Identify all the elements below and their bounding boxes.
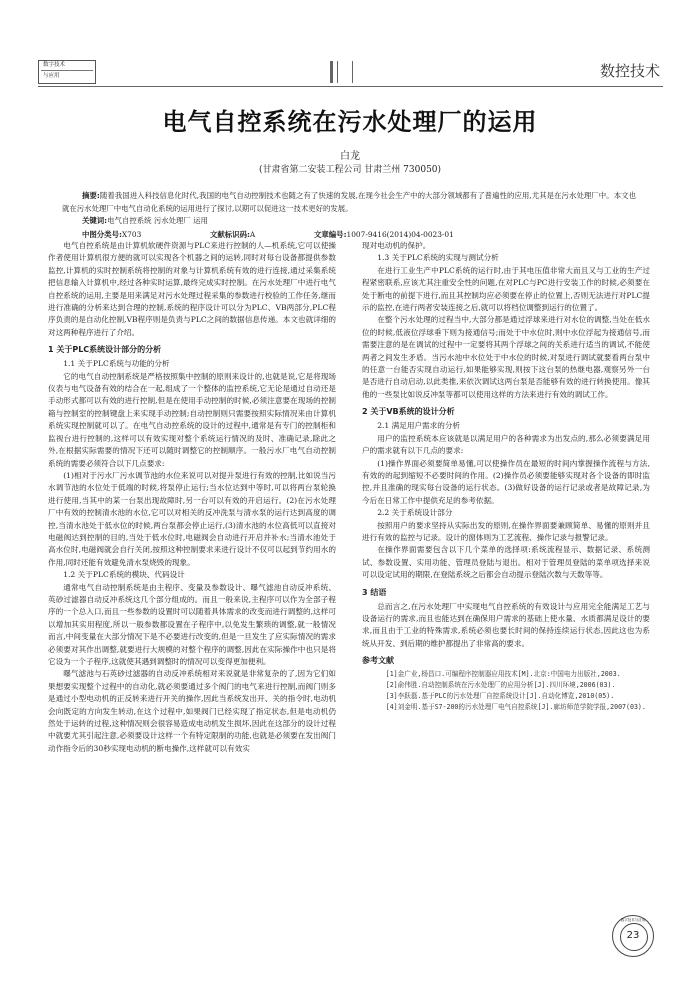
reference-item: [4]刘金明.基于S7-200的污水处理厂电气自控系统[J].廊坊师范学院学报,2007(03).	[385, 703, 646, 712]
subsection-heading: 1.2 关于PLC系统的模块、代码设计	[63, 570, 185, 580]
subsection-heading: 1.1 关于PLC系统与功能的分析	[63, 359, 170, 369]
header-divider-mark	[352, 61, 353, 83]
seal-text: 数字技术与应用	[620, 918, 646, 922]
header-rule	[38, 86, 663, 87]
author: 白龙	[340, 151, 360, 162]
abstract-text: 随着我国进入科技信息化时代,我国的电气自动控制技术也随之有了快速的发展,在现今社会生产中的大部分领域都有了普遍性的应用,尤其是在污水处理厂中。本文也就在污水处理厂中电气自动化系统的运用进行了探讨,以期可以促进这一技术更好的发展。	[62, 191, 636, 213]
art-value: 1007-9416(2014)04-0023-01	[346, 230, 454, 239]
logo-line-1: 数字技术	[43, 62, 66, 68]
clc-label: 中图分类号:	[82, 230, 122, 239]
keywords-label: 关键词:	[82, 216, 108, 225]
abstract	[62, 190, 636, 215]
paragraph: (1)操作界面必须要简单易懂,可以使操作员在最短的时间内掌握操作流程与方法,有效的的起到缩短不必要时间的作用。(2)操作员必须要能够实现对各个设备的即时监控,并且准确的现实每台设备的运行状态。(3)做好设备的运行记录或者是故障记录,为今后在日常工作中提供充足的参考依据。	[362, 458, 650, 505]
subsection-heading: 2.2 关于系统设计部分	[377, 508, 453, 518]
abstract-label: 摘要:	[82, 191, 100, 200]
clc-value: X703	[121, 230, 142, 239]
logo-line-2: 与应用	[43, 73, 60, 79]
reference-item: [2]俞伟胜.自动控制系统在污水处理厂的应用分析[J].四川环境,2006(03).	[385, 681, 616, 690]
reference-item: [3]李跃磊.基于PLC的污水处理厂自控系统设计[J].自动化博览,2010(05).	[385, 692, 615, 701]
page-number: 23	[626, 930, 640, 941]
paragraph: 曝气滤池与石英砂过滤器的自动反冲系统相对来说就是非常复杂的了,因为它们如果想要实现整个过程中的自动化,就必须要通过多个阀门的电气来进行控制,而阀门则多是通过小型电动机的正反转来进行开关的操作,因此当系统发出开、关的指令时,电动机会向既定的方向发生转动,在这个过程中,如果阀门已经实现了指定状态,但是电动机仍然处于运转的过程,这种情况则会很容易造成电动机发生损坏,因此在这部分的设计过程中就要尤其引起注意,必须要设计这样一个有特定限制的功能,也就是必须要在发出阀门动作指令后的30秒实现电动机的断电操作,这样就可以有效实	[48, 669, 336, 753]
doc-label: 文献标识码:	[210, 230, 250, 239]
section-heading: 3 结语	[362, 587, 387, 597]
section-heading: 2 关于VB系统的设计分析	[362, 407, 455, 417]
affiliation: (甘肃省第二安装工程公司 甘肃兰州 730050)	[258, 165, 442, 175]
paragraph: 总而言之,在污水处理厂中实现电气自控系统的有效设计与应用完全能满足工艺与设备运行的需求,而且也能达到在确保用户需求的基础上使水量、水质都满足设计的要求,而且由于工业的特殊需求,系统必须也要长时间的保持连续运行状态,因此这也为系统从开发、到后期的维护都提出了非常高的要求。	[362, 601, 650, 648]
right-column	[362, 240, 650, 713]
paragraph: 用户的监控系统本应该就是以满足用户的各种需求为出发点的,那么必须要满足用户的需求就有以下几点的要求:	[362, 433, 650, 456]
paragraph: (1)相对于污水厂污水调节池的水位来说可以对提升泵进行有效的控制,比如说当污水调节池的水位处于低端的时候,将泵停止运行;当水位达到中等时,可以将两台泵轮换进行使用,当其中的某一台泵出现故障时,另一台可以有效的开启运行。(2)在污水处理厂中有效的控制清水池的水位,它可以对相关的反冲洗泵与清水泵的运行达到高度的调控,当清水池处于低水位的时候,两台泵都会停止运行,(3)清水池的水位高低可以直接对电磁阀达到控制的目的,当处于低水位时,电磁阀会自动进行开启并补水;当清水池处于高水位时,电磁阀就会自行关闭,按照这种控制要求来进行设计不仅可以起到节约用水的作用,同时还能有效避免清水泵烧毁的现象。	[48, 470, 336, 567]
paragraph: 现对电动机的保护。	[362, 241, 431, 250]
subsection-heading: 1.3 关于PLC系统的实现与测试分析	[377, 253, 499, 263]
header-divider-mark	[330, 61, 333, 83]
doc-value: A	[249, 230, 256, 239]
keywords	[82, 215, 208, 226]
paragraph: 按照用户的要求坚持从实际出发的原则,在操作界面要兼顾简单、易懂的原则并且进行有效的监控与记录。设计的窗体则为工艺流程、操作记录与报警记录。	[362, 520, 650, 542]
subsection-heading: 2.1 满足用户需求的分析	[377, 421, 461, 431]
references-heading: 参考文献	[362, 656, 394, 666]
paragraph: 通常电气自动控制系统是由主程序、变量及参数设计、曝气滤池自动反冲系统、英砂过滤器自动反冲系统这几个部分组成的。而且一般来说,主程序可以作为全部子程序的一个总入口,而且一些参数的设置时可以随着具体需求的改变而进行调整的,这样可以增加其实用程度,所以一般参数都设置在子程序中,以免发生繁琐的调整,就一般情况而言,中间变量在大部分情况下是不必要进行改变的,但是一旦发生了应实际情况的需求必须要对其作出调整,就要进行大规模的对整个程序的调整,因此在实际操作中也只是将它设为一个子程序,这就使其遇到调整时的情况可以变得更加便利。	[48, 582, 336, 666]
paragraph: 在操作界面需要包含以下几个菜单的选择项:系统流程显示、数据记录、系统测试、参数设置、实用功能、管理员登陆与退出。相对于管理员登陆的菜单项选择来说可以设定试用的期限,在登陆系统之后都会自动提示登陆次数与天数等等。	[362, 545, 650, 580]
section-title: 数控技术	[599, 62, 660, 80]
paragraph: 它的电气自动控制系统是严格按照集中控制的原则来设计的,也就是说,它是将现场仪表与电气设备有效的结合在一起,组成了一个整体的监控系统,它无论是通过自动还是手动形式都可以有效的进行控制,但是在使用手动控制的时候,必须注意要在现场的控制箱与控制室的控制键盘上来实现手动控制;自动控制则只需要按照实际情况来由计算机系统实现控制就可以了。在电气自动控系统的设计的过程中,通常是有专门的控制柜和监视台进行控制的,这样可以有效实现对整个系统运行情况的及时、准确记录,除此之外,在根据实际需要的情况下还可以随时调整它的控制顺序。一般污水厂电气自动控制系统的需要必须符合以下几点要求:	[48, 371, 336, 468]
article-title: 电气自控系统在污水处理厂的运用	[162, 108, 538, 136]
journal-logo	[38, 60, 96, 84]
keywords-text: 电气自控系统 污水处理厂 运用	[107, 216, 208, 225]
section-heading: 1 关于PLC系统设计部分的分析	[48, 345, 162, 355]
paragraph: 在进行工业生产中PLC系统的运行时,由于其电压值非常大而且又与工业的生产过程紧密联系,应该尤其注重安全性的问题,在对PLC与PC进行安装工作的时候,必须要在处于断电的前提下进行,而且其控制均应必须要在停止的位置上,否则无法进行对PLC提示的监控,在进行两者安装连接之后,就可以将档位调整到运行的位置了。	[362, 265, 650, 313]
reference-item: [1]金广业,杨昌口.可编程序控制器应用技术[M].北京:中国电力出版社,2003.	[385, 670, 621, 679]
left-column	[48, 240, 336, 755]
header-divider-mark	[337, 61, 338, 83]
page-number-seal	[612, 915, 654, 957]
art-label: 文章编号:	[314, 230, 347, 239]
paragraph: 在整个污水处理的过程当中,大部分都是通过浮球来进行对水位的调整,当处在低水位的时候,低液位浮球垂下则为接通信号;而处于中水位时,则中水位浮起为接通信号,而需要注意的是在调试的过程中一定要将其两个浮球之间的关系进行适当的调试,不能使两者之间发生矛盾。当污水池中水位处于中水位的时候,对泵进行调试就要看两台泵中的任意一台能否实现自动运行,如果能够实现,则按下这台泵的热继电器,观察另外一台是否进行自动启动,以此类推,来依次调试这两台泵是否能够有效的进行转换使用。像其他的一些泵比如说反冲泵等都可以使用这样的方法来进行有效的调试工作。	[362, 315, 650, 399]
paragraph: 电气自控系统是由计算机软硬件资源与PLC来进行控制的人—机系统,它可以使操作者使用计算机很方便的就可以实现各个机器之间的运转,同时对每台设备都提供参数监控,计算机的实时控制系统将控制的对象与计算机系统有效的进行连接,通过采集系统把信息输入计算机中,经过各种实时运算,最终完成实时控制。在污水处理厂中进行电气自控系统的运用,主要是用来满足对污水处理过程采集的参数进行校验的工作任务,继而进行准确的分析来达到合理的控制,系统的程序设计可以分为PLC、VB两部分,PLC程序负责的是自动化控制,VB程序则是负责与PLC之间的数据信息传递。本文也就详细的对这两种程序进行了介绍。	[48, 241, 336, 337]
